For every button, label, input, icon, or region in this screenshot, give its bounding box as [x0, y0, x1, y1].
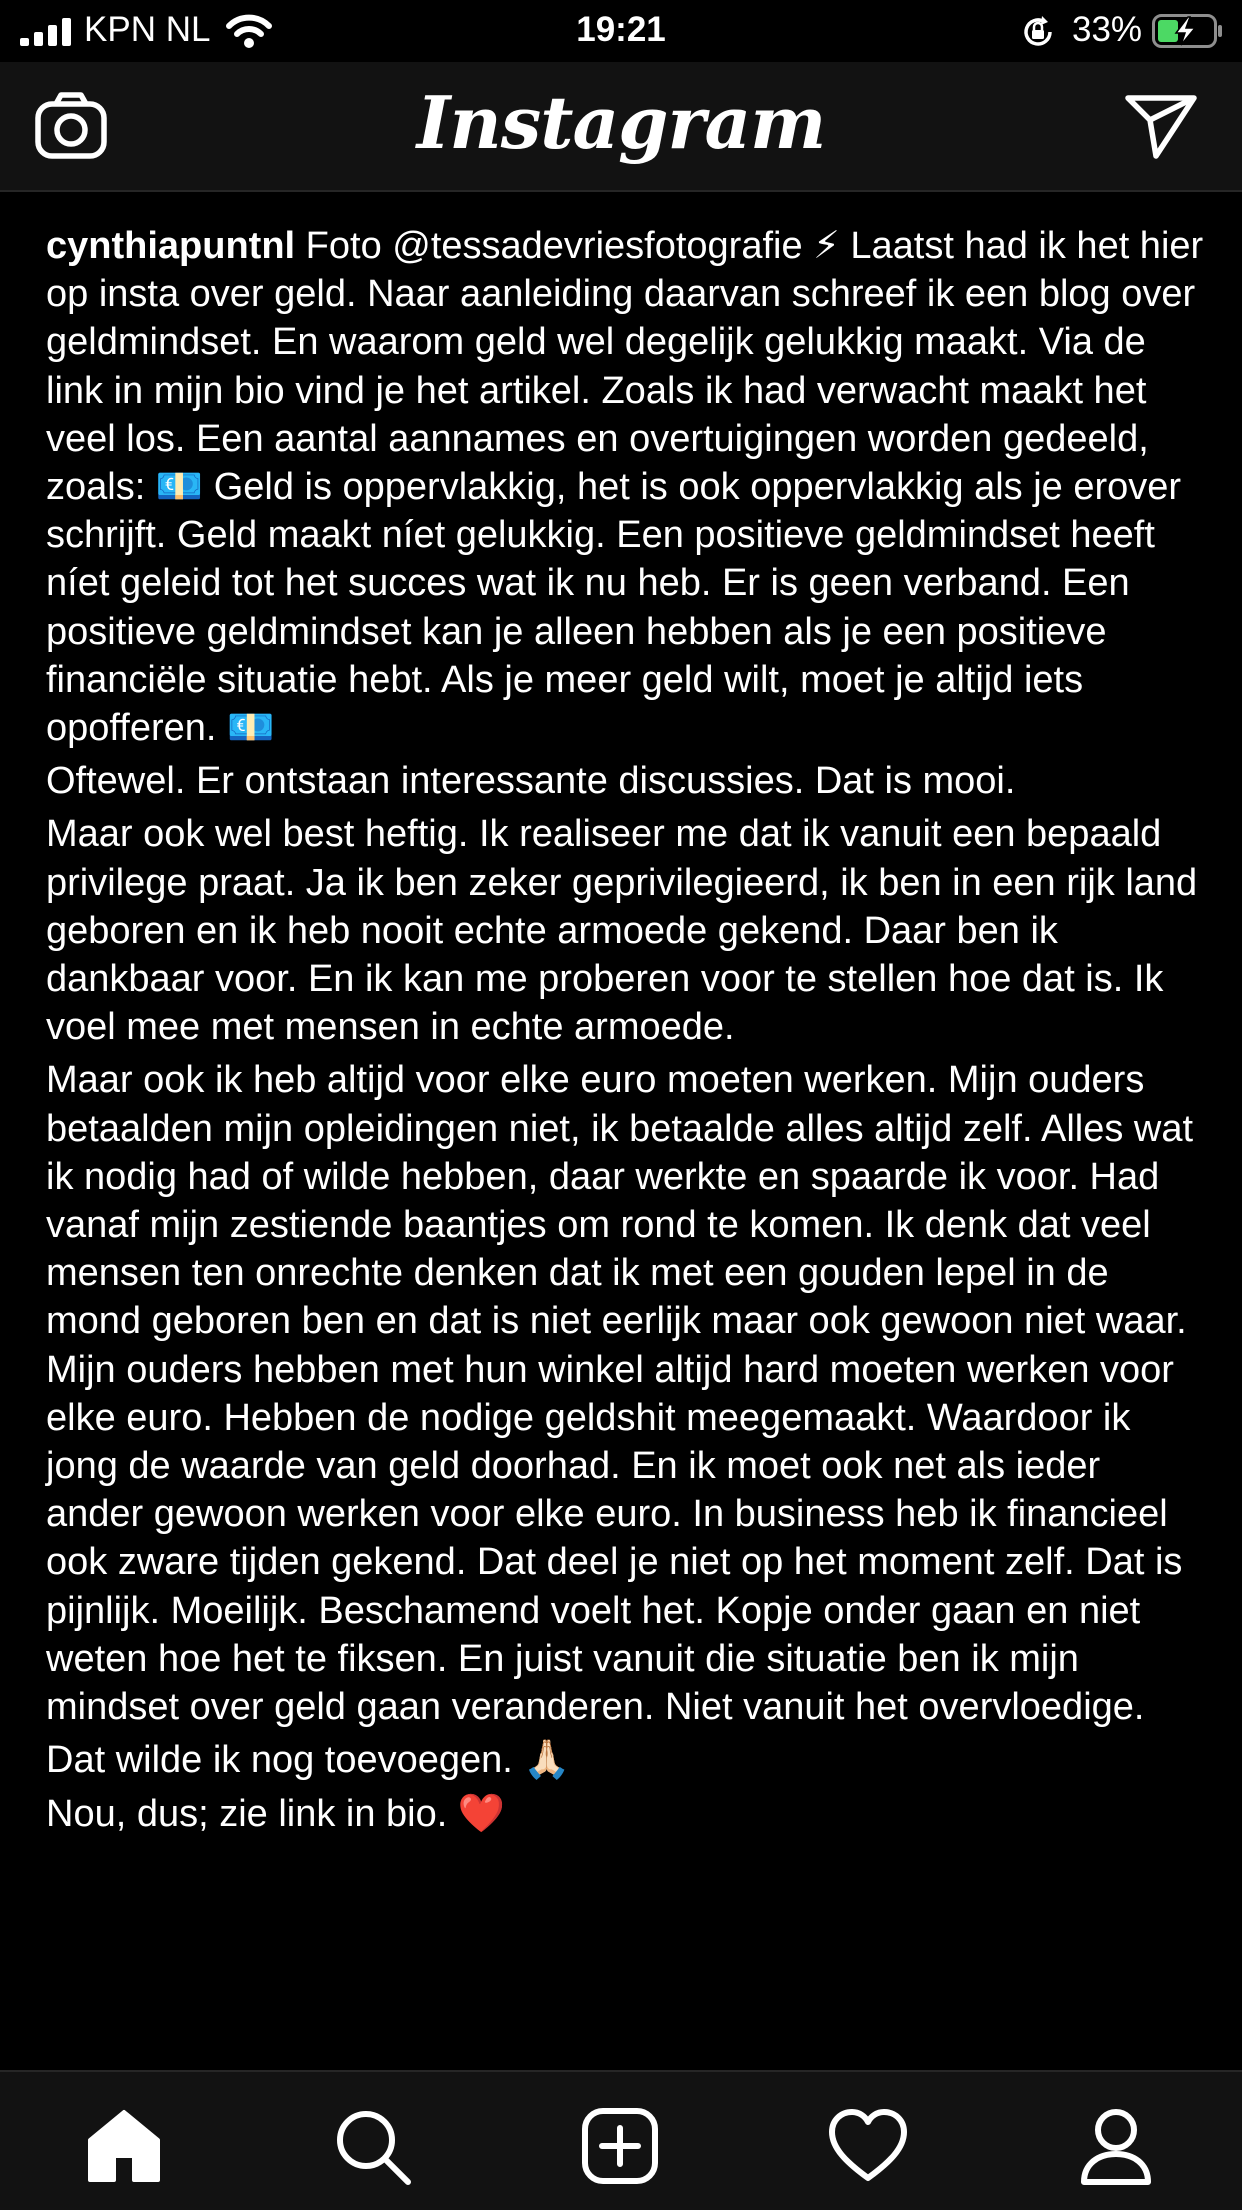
- caption-paragraph: Dat wilde ik nog toevoegen. 🙏🏻: [46, 1739, 571, 1782]
- caption-paragraph: Maar ook wel best heftig. Ik realiseer me dat ik vanuit een bepaald privilege praat. Ja ik ben zeker geprivilegieerd, ik ben in een rijk land geboren en ik heb nooit echte armoede gekend. Daar ben ik dankbaar voor. En ik kan me proberen voor te stellen hoe dat is. Ik voel mee met mensen in echte armoede.: [46, 813, 1198, 1049]
- caption-paragraph: Nou, dus; zie link in bio. ❤️: [46, 1792, 506, 1835]
- top-navigation-bar: [0, 62, 1242, 192]
- caption-paragraph: Oftewel. Er ontstaan interessante discussies. Dat is mooi.: [46, 760, 1016, 803]
- orientation-lock-icon: [1020, 14, 1056, 50]
- caption-text: Foto @tessadevriesfotografie ⚡ Laatst had ik het hier op insta over geld. Naar aanleiding daarvan schreef ik een blog over geldmindset. En waarom geld wel degelijk gelukkig maakt. Via de link in mijn bio vind je het artikel. Zoals ik had verwacht maakt het veel los. Een aantal aannames en overtuigingen worden gedeeld, zoals: 💶 Geld is oppervlakkig, het is ook oppervlakkig als je erover schrijft. Geld maakt níet gelukkig. Een positieve geldmindset heeft níet geleid tot het succes wat ik nu heb. Er is geen verband. Een positieve geldmindset kan je alleen hebben als je een positieve financiële situatie hebt. Als je meer geld wilt, moet je altijd iets opofferen. 💶: [46, 225, 1204, 750]
- post-caption-area: [0, 192, 1242, 2068]
- caption-paragraph: [46, 222, 1206, 752]
- profile-icon[interactable]: [1076, 2106, 1156, 2186]
- battery-charging-icon: [1152, 14, 1224, 48]
- status-time: 19:21: [576, 10, 666, 49]
- send-icon[interactable]: [1124, 92, 1198, 160]
- new-post-icon[interactable]: [580, 2106, 660, 2186]
- search-icon[interactable]: [332, 2106, 412, 2186]
- carrier-name: KPN NL: [84, 10, 211, 49]
- activity-heart-icon[interactable]: [828, 2106, 908, 2186]
- post-caption: [46, 222, 1206, 1838]
- home-icon[interactable]: [84, 2106, 164, 2186]
- username-link[interactable]: cynthiapuntnl: [46, 225, 296, 267]
- battery-percent: 33%: [1072, 10, 1143, 49]
- bottom-tab-bar: [0, 2070, 1242, 2210]
- caption-paragraph: Maar ook ik heb altijd voor elke euro moeten werken. Mijn ouders betaalden mijn opleidingen niet, ik betaalde alles altijd zelf. Alles wat ik nodig had of wilde hebben, daar werkte en spaarde ik voor. Had vanaf mijn zestiende baantjes om rond te komen. Ik denk dat veel mensen ten onrechte denken dat ik met een gouden lepel in de mond geboren ben en dat is niet eerlijk maar ook gewoon niet waar. Mijn ouders hebben met hun winkel altijd hard moeten werken voor elke euro. Hebben de nodige geldshit meegemaakt. Waardoor ik jong de waarde van geld doorhad. En ik moet ook net als ieder ander gewoon werken voor elke euro. In business heb ik financieel ook zware tijden gekend. Dat deel je niet op het moment zelf. Dat is pijnlijk. Moeilijk. Beschamend voelt het. Kopje onder gaan en niet weten hoe het te fiksen. En juist vanuit die situatie ben ik mijn mindset over geld gaan veranderen. Niet vanuit het overvloedige.: [46, 1059, 1194, 1729]
- status-bar: [0, 0, 1242, 62]
- app-logo: Instagram: [416, 80, 826, 165]
